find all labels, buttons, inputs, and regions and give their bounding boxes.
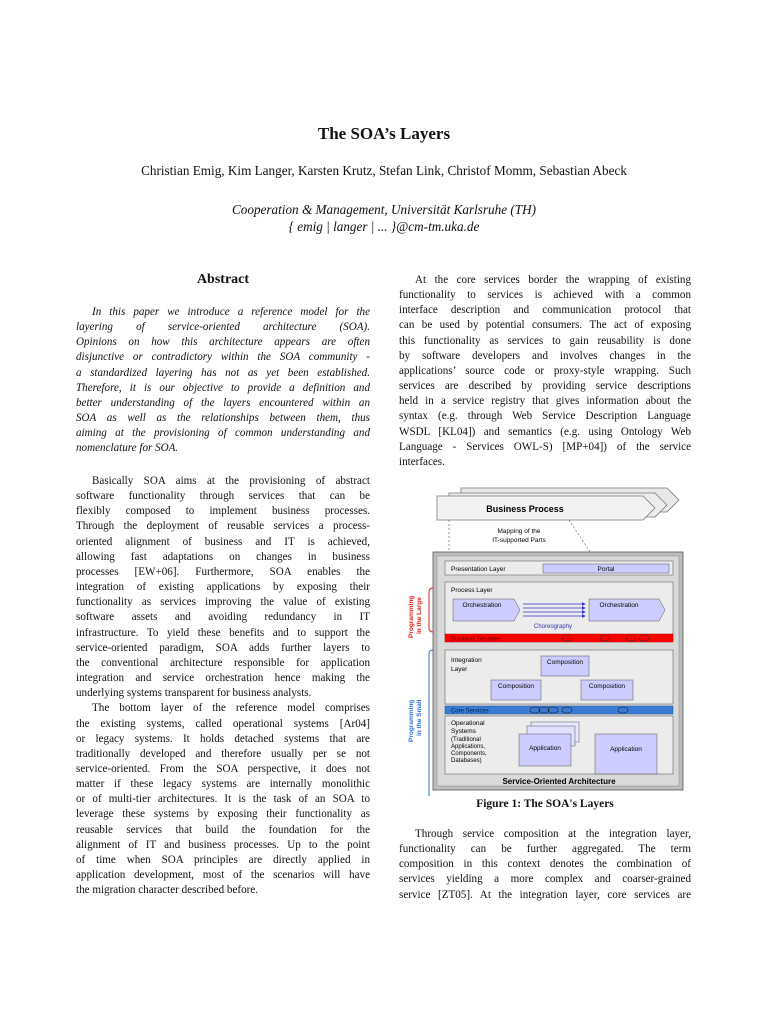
body-line: processes [EW+06]. Furthermore, SOA enables the	[76, 565, 370, 578]
body-line: oriented alignment of business and IT is achieved,	[76, 535, 370, 548]
body-line: Language - Services OWL-S) [MP+04]) of the service	[399, 440, 691, 453]
large-label-line-1: Programming	[408, 595, 415, 638]
abstract-line: aiming at the provisioning of common understanding and	[76, 427, 370, 440]
composition-right-label: Composition	[588, 683, 626, 690]
choreography-label: Choreography	[533, 624, 573, 630]
abstract-line: Therefore, it is our objective to provide a definition and	[76, 381, 370, 394]
body-line: integration of existing applications by exposing their	[76, 581, 370, 594]
body-line: reusable services that build the foundation for the	[76, 823, 370, 836]
body-line: WSDL [KL04]) and semantics (e.g. using Ontology Web	[399, 425, 691, 438]
large-label-line-2: in the Large	[416, 597, 423, 634]
body-line: service [ZT05]. At the integration layer, core services are	[399, 888, 691, 901]
body-left-column	[76, 474, 370, 898]
affiliation: Cooperation & Management, Universität Karlsruhe (TH)	[231, 202, 537, 217]
body-line: service-oriented paradigm, SOA adds further layers to	[76, 641, 370, 654]
mapping-label: Mapping of the	[497, 528, 541, 535]
composition-left-label: Composition	[497, 683, 535, 690]
application-right-label: Application	[610, 746, 642, 753]
email: { emig | langer | ... }@cm-tm.uka.de	[288, 219, 480, 234]
programming-in-the-small	[408, 650, 433, 796]
process-layer-label: Process Layer	[451, 587, 493, 594]
operational-line: Operational	[451, 720, 485, 727]
operational-line: Systems	[451, 728, 476, 735]
abstract-line: In this paper we introduce a reference model for the	[92, 306, 370, 318]
abstract-line: better understanding of the layers encountered within an	[76, 396, 370, 409]
abstract-line: a standardized layering has not as yet been established.	[76, 366, 370, 379]
body-line: Through service composition at the integration layer,	[415, 828, 691, 840]
integration-layer-label-2: Layer	[451, 666, 468, 673]
application-stack-left	[519, 722, 579, 766]
abstract-line: disjunctive or contradictory within the SOA community -	[76, 351, 370, 364]
orchestration-left-label: Orchestration	[462, 602, 502, 609]
operational-line: Components,	[451, 751, 487, 757]
body-line: software functionality through services that can be	[76, 490, 370, 503]
business-services-label: Business Services	[451, 636, 501, 643]
body-line: composition in this context denotes the combination of	[399, 858, 691, 871]
body-line: matter if these legacy systems are internally monolithic	[76, 778, 370, 791]
body-line: leverage these systems by exposing their functionality as	[76, 808, 370, 821]
abstract-line: nomenclature for SOA.	[76, 442, 179, 455]
figure-caption: Figure 1: The SOA's Layers	[476, 798, 614, 810]
business-process-label: Business Process	[486, 504, 564, 514]
mapping-label-2: IT-supported Parts	[492, 537, 546, 544]
body-line: services yielding a more complex and coarser-grained	[399, 873, 691, 886]
body-line: interface description and communication protocol that	[399, 304, 691, 317]
body-line: interfaces.	[399, 455, 445, 468]
body-line: can be used by potential consumers. The act of exposing	[399, 319, 691, 332]
body-line: or of multi-tier architectures. It is the task of an SOA to	[76, 793, 370, 806]
body-line: applications’ source code or proxy-style wrapping. Such	[399, 364, 691, 377]
body-line: At the core services border the wrapping of existing	[415, 274, 691, 286]
body-line: integration and service orchestration hence making the	[76, 672, 370, 685]
body-line: services are described by providing service descriptions	[399, 380, 691, 393]
body-line: underlying systems transparent for business analysts.	[76, 687, 312, 700]
operational-line: Applications,	[451, 744, 486, 750]
body-line: Through the deployment of reusable services a process-	[76, 520, 370, 533]
author-list: Christian Emig, Kim Langer, Karsten Krutz, Stefan Link, Christof Momm, Sebastian Abeck	[141, 163, 627, 178]
soa-label: Service-Oriented Architecture	[502, 777, 616, 786]
application-right	[595, 734, 657, 774]
abstract-line: layering of service-oriented architecture (SOA).	[76, 321, 370, 334]
body-line: functionality to services is achieved with a common	[399, 289, 691, 302]
operational-line: Databases)	[451, 758, 482, 764]
body-line: syntax (e.g. through Web Service Description Language	[399, 410, 691, 423]
body-line: infrastructure. To yield these benefits and to support the	[76, 626, 370, 639]
soa-layers-figure	[399, 478, 691, 796]
abstract-text	[76, 305, 370, 457]
orchestration-right-label: Orchestration	[599, 602, 639, 609]
body-line: flexibly composed to implement business processes.	[76, 505, 370, 518]
body-line: The bottom layer of the reference model comprises	[92, 702, 370, 715]
body-line: service-oriented. From the SOA perspective, it does not	[76, 762, 370, 775]
body-line: by software developers and involves changes in the	[399, 349, 691, 362]
body-right-column-bottom	[399, 827, 691, 903]
body-line: functionality can be further aggregated. The term	[399, 843, 691, 856]
paper-title: The SOA’s Layers	[317, 124, 451, 143]
body-line: of time when SOA principles are directly applied in	[76, 853, 370, 866]
body-line: or legacy systems. It holds detached systems that are	[76, 732, 370, 745]
core-services-label: Core Services	[451, 708, 489, 715]
programming-in-the-large	[408, 588, 433, 638]
abstract-line: Opinions on how this architecture appears are often	[76, 336, 370, 349]
body-line: the migration character described before.	[76, 884, 259, 897]
operational-line: (Traditional	[451, 737, 481, 743]
body-line: application development, most of the scenarios will have	[76, 869, 370, 882]
small-label-line-1: Programming	[408, 699, 415, 742]
body-line: this functionality as services to gain reusability is done	[399, 334, 691, 347]
body-line: functionality as services improving the value of existing	[76, 596, 370, 609]
body-line: traditionally developed and therefore usually per se not	[76, 747, 370, 760]
portal-label: Portal	[597, 566, 615, 573]
body-line: the conventional architecture responsible for application	[76, 656, 370, 669]
abstract-line: SOA as well as the relationships between them, thus	[76, 412, 370, 425]
body-line: Basically SOA aims at the provisioning of abstract	[92, 475, 370, 487]
body-line: the existing systems, called operational systems [Ar04]	[76, 717, 370, 730]
small-label-line-2: in the Small	[416, 699, 423, 736]
body-line: held in a service registry that gives information about the	[399, 395, 691, 408]
integration-layer-label: Integration	[451, 657, 482, 664]
composition-top-label: Composition	[546, 659, 584, 666]
body-line: alignment of IT and business processes. Up to the point	[76, 838, 370, 851]
application-left-label: Application	[529, 745, 561, 752]
abstract-heading: Abstract	[196, 272, 250, 287]
body-right-column-top	[399, 273, 691, 470]
presentation-layer-label: Presentation Layer	[451, 566, 506, 573]
body-line: software assets and avoiding redundancy in IT	[76, 611, 370, 624]
affiliation-block	[0, 201, 768, 235]
body-line: allowing fast adaptations on changes in business	[76, 550, 370, 563]
